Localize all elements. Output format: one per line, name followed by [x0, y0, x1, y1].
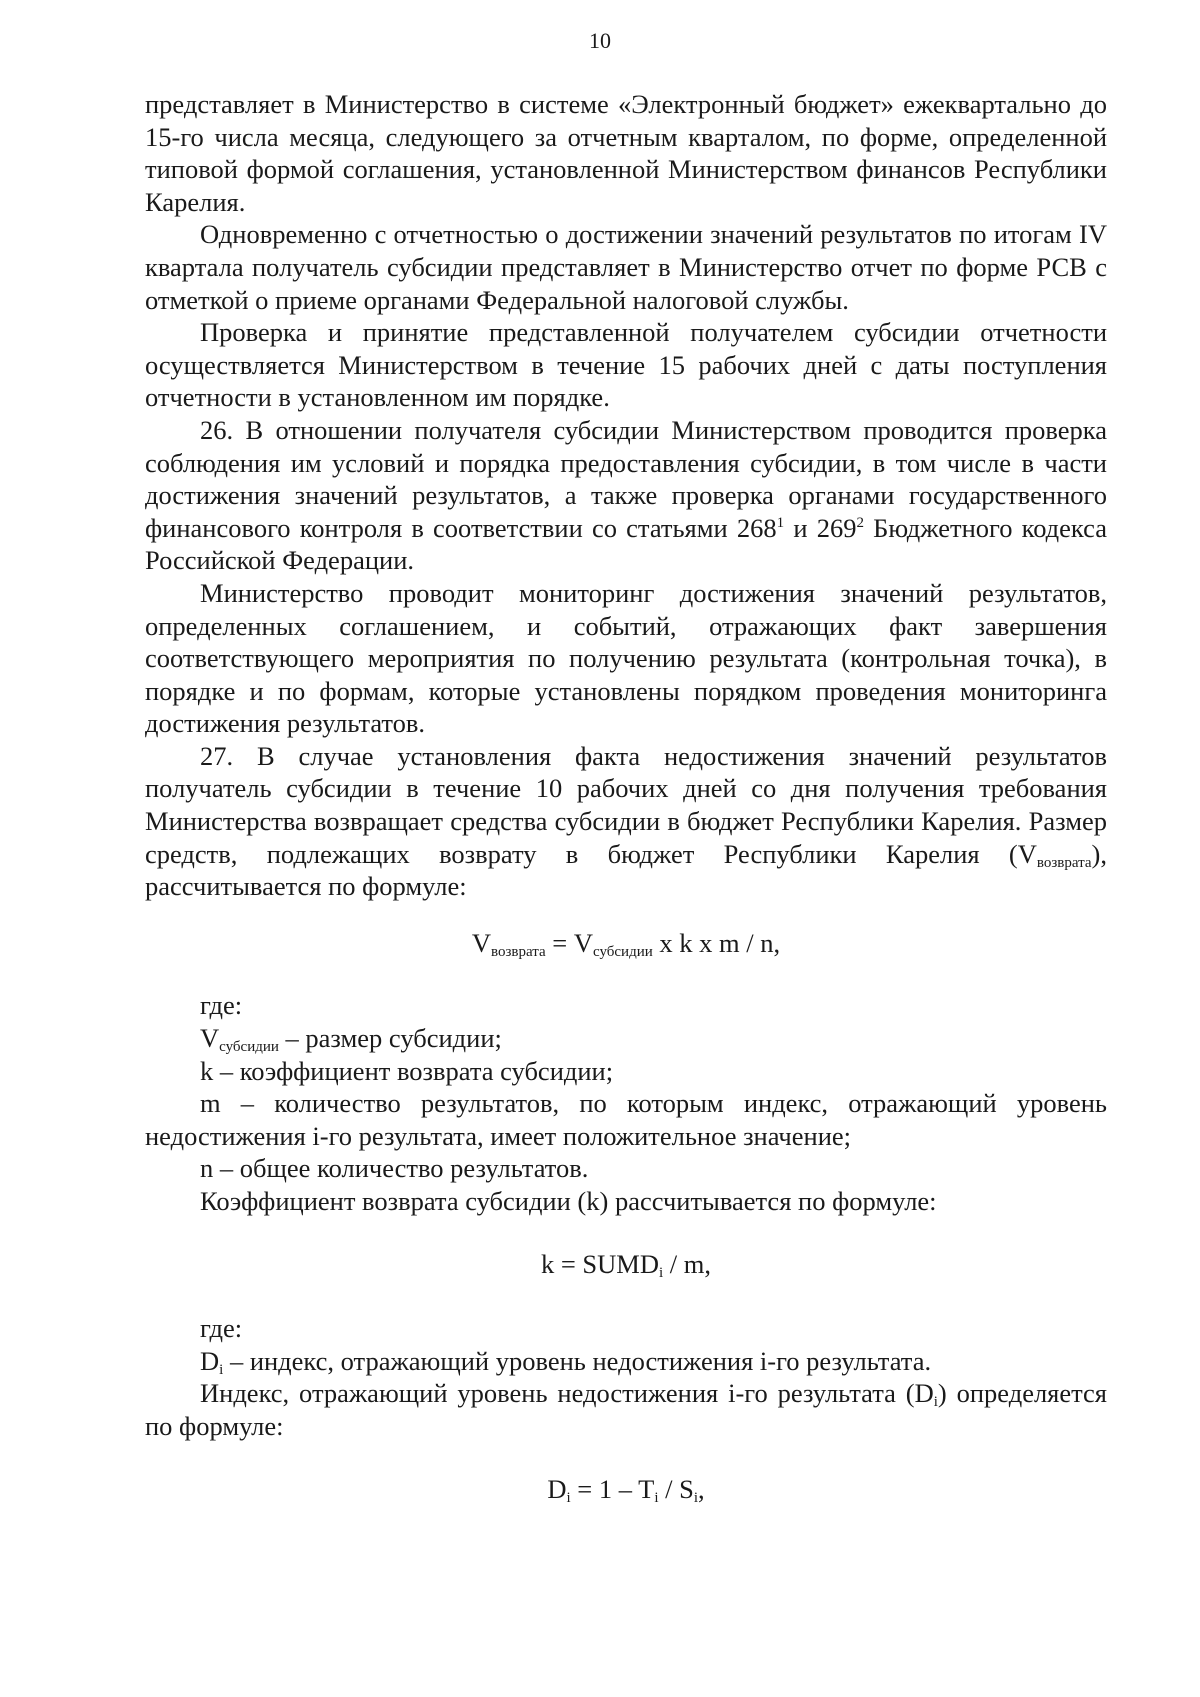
definition-subscript: субсидии [219, 1039, 279, 1056]
superscript-2: 2 [856, 514, 864, 531]
paragraph-27-text: 27. В случае установления факта недостижения значений результатов получатель субсидии в течение 10 рабочих дней со дня получения требования Министерства возвращает средства субсидии в бюджет Республики Карелия. Размер средств, подлежащих возврату в бюджет Республики Карелия (V [145, 740, 1107, 869]
where-label-2: где: [200, 1313, 243, 1344]
paragraph-26 [145, 414, 1107, 577]
formula-term: k = SUMD [540, 1248, 659, 1279]
paragraph-coefficient: Коэффициент возврата субсидии (k) рассчитывается по формуле: [200, 1186, 937, 1216]
definition-m: m – количество результатов, по которым индекс, отражающий уровень недостижения i-го результата, имеет положительное значение; [145, 1088, 1107, 1151]
superscript-1: 1 [776, 514, 785, 531]
definition-text: – размер субсидии; [278, 1023, 502, 1054]
definition-n: n – общее количество результатов. [200, 1153, 589, 1184]
paragraph-index-end: ) определяется по формуле: [145, 1378, 1107, 1441]
definition-symbol: V [200, 1023, 220, 1054]
definition-d [145, 1345, 1107, 1378]
paragraph-26-text-c: Бюджетного кодекса Российской Федерации. [145, 512, 1107, 576]
formula-term: / S [658, 1473, 694, 1504]
paragraph-index [145, 1377, 1107, 1442]
paragraph-index-subscript: i [933, 1394, 938, 1411]
formula-term: V [471, 927, 491, 958]
paragraph-1: представляет в Министерство в системе «Электронный бюджет» ежеквартально до 15-го числа месяца, следующего за отчетным кварталом, по форме, определенной типовой формой соглашения, установленной Министерством финансов Республики Карелия. [145, 89, 1107, 217]
where-label-1: где: [200, 990, 243, 1021]
formula-term: = V [545, 927, 593, 958]
paragraph-monitoring: Министерство проводит мониторинг достижения значений результатов, определенных соглашением, и событий, отражающих факт завершения соответствующего мероприятия по получению результата (контрольная точка), в порядке и по формам, которые установлены порядком проведения мониторинга достижения результатов. [145, 577, 1107, 739]
formula-term: D [547, 1473, 567, 1504]
formula-term: , [698, 1473, 705, 1504]
paragraph-27-subscript: возврата [1036, 854, 1092, 871]
formula-subscript: субсидии [593, 943, 653, 960]
definition-symbol: D [200, 1345, 220, 1376]
definition-k: k – коэффициент возврата субсидии; [200, 1055, 614, 1086]
formula-return-amount [145, 927, 1107, 960]
paragraph-2: Одновременно с отчетностью о достижении значений результатов по итогам IV квартала получатель субсидии представляет в Министерство отчет по форме РСВ с отметкой о приеме органами Федеральной налоговой службы. [145, 219, 1107, 315]
paragraph-26-text-a: 26. В отношении получателя субсидии Министерством проводится проверка соблюдения им условий и порядка предоставления субсидии, в том числе в части достижения значений результатов, а также проверка органами государственного финансового контроля в соответствии со статьями 268 [145, 414, 1107, 543]
formula-subscript: i [693, 1489, 699, 1506]
formula-term: x k x m / n, [652, 927, 781, 958]
definition-text: – индекс, отражающий уровень недостижения i-го результата. [223, 1345, 932, 1376]
formula-term: = 1 – T [570, 1473, 655, 1504]
formula-coefficient [145, 1248, 1107, 1281]
definition-subscript: i [219, 1361, 224, 1378]
paragraph-26-text-b: и 269 [784, 512, 857, 543]
formula-index [145, 1473, 1107, 1506]
formula-term: / m, [663, 1248, 712, 1279]
formula-subscript: i [566, 1489, 571, 1506]
paragraph-27 [145, 740, 1107, 903]
paragraph-3: Проверка и принятие представленной получателем субсидии отчетности осуществляется Министерством в течение 15 рабочих дней с даты поступления отчетности в установленном им порядке. [145, 317, 1107, 413]
paragraph-27-end: ), рассчитывается по формуле: [145, 838, 1107, 902]
formula-subscript: i [659, 1264, 664, 1281]
formula-subscript: возврата [491, 943, 546, 960]
definition-v-subsidy [145, 1022, 1107, 1055]
formula-subscript: i [654, 1489, 659, 1506]
paragraph-index-text: Индекс, отражающий уровень недостижения i-го результата (D [200, 1378, 934, 1409]
page-number: 10 [589, 28, 611, 53]
document-body [145, 88, 1107, 1505]
